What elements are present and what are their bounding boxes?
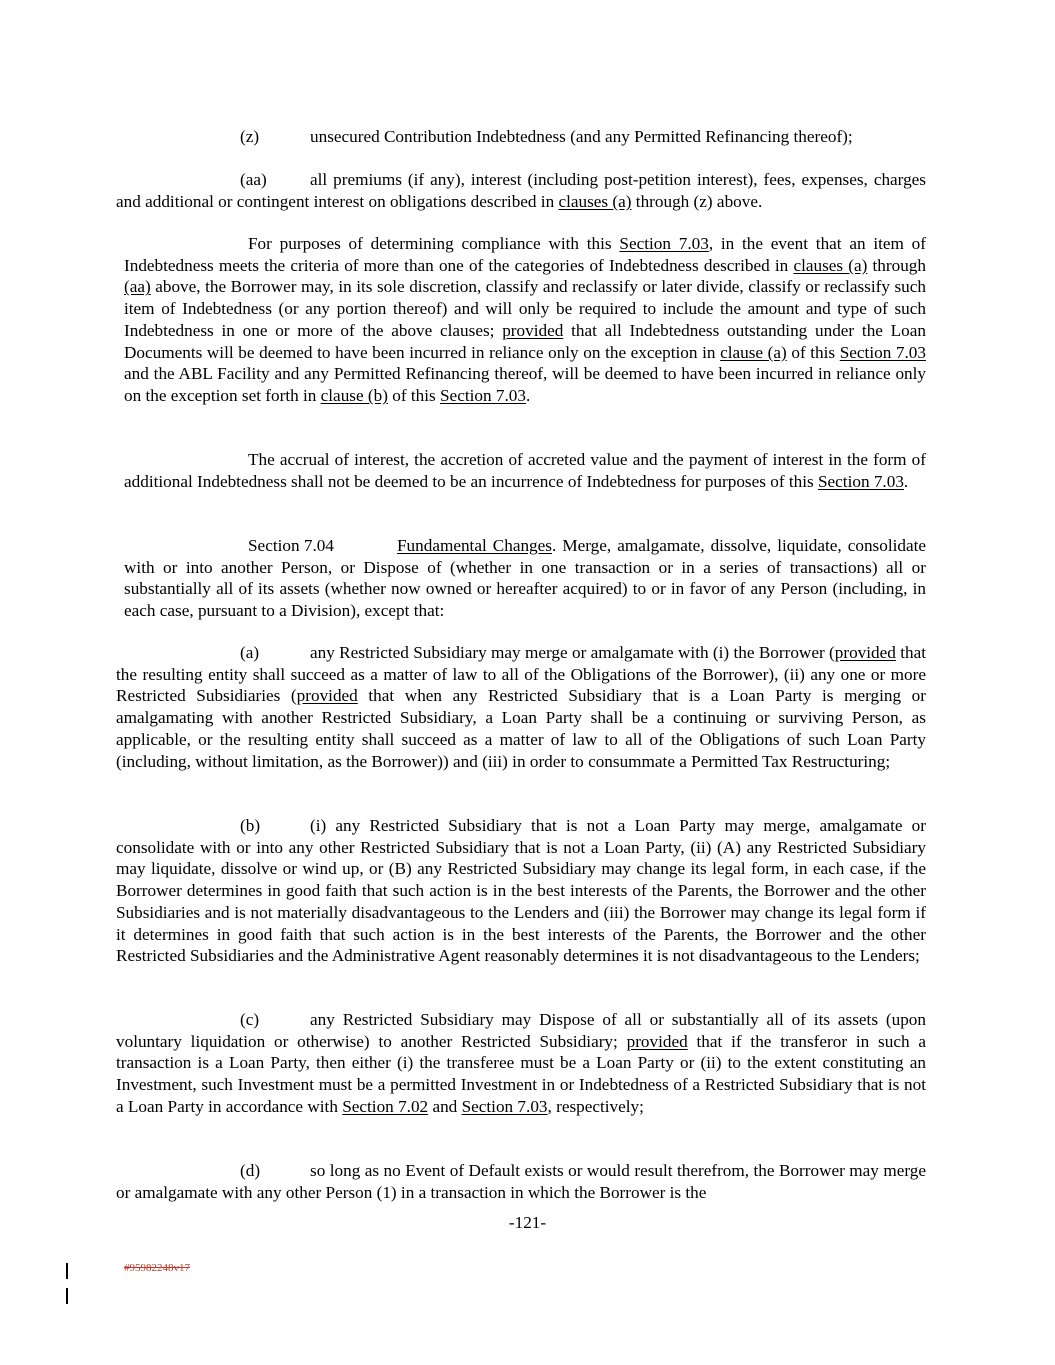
section-heading: Fundamental Changes — [397, 536, 552, 555]
paragraph-text: of this — [786, 342, 840, 362]
paragraph-text: For purposes of determining compliance with this — [248, 234, 620, 253]
provided-term: provided — [296, 686, 358, 706]
clause-label: (a) — [240, 643, 260, 662]
clause-label: (aa) — [240, 170, 267, 189]
cross-reference: clauses (a) — [558, 191, 632, 211]
clause-c — [116, 1009, 926, 1118]
clause-text: any Restricted Subsidiary may merge or amalgamate with (i) the Borrower ( — [310, 643, 835, 662]
clause-text: (i) any Restricted Subsidiary that is not a Loan Party may merge, amalgamate or consolidate with or into any other Restricted Subsidiary that is not a Loan Party, (ii) (A) any Restricted Subsidiary may liquidate, dissolve or wind up, or (B) any Restricted Subsidiary may change its legal form, in each case, if the Borrower determines in good faith that such action is in the best interests of the Parents, the Borrower and the other Subsidiaries and is not materially disadvantageous to the Lenders and (iii) the Borrower may change its legal form if it determines in good faith that such action is in the best interests of the Parents, the Borrower and the other Restricted Subsidiaries and the Administrative Agent reasonably determines it is not disadvantageous to the Lenders; — [116, 816, 926, 966]
provided-term: provided — [626, 1031, 688, 1051]
clause-text: , respectively; — [547, 1096, 644, 1116]
clause-text: and — [428, 1096, 462, 1116]
cross-reference: Section 7.02 — [342, 1096, 429, 1116]
clause-text: all premiums (if any), interest (including post-petition interest), fees, expenses, charges and additional or contingent interest on obligations described in — [116, 170, 926, 211]
clause-label: (z) — [240, 127, 260, 146]
clause-text: that the resulting entity shall succeed as a matter of law to all of the Obligations of the Borrower), (ii) any one or more Restricted Subsidiaries ( — [116, 643, 926, 706]
change-bar — [66, 1263, 68, 1279]
document-id: #95982248v17 — [124, 1262, 190, 1274]
cross-reference: Section 7.03 — [619, 234, 709, 253]
cross-reference: clauses (a) — [793, 255, 868, 275]
paragraph-text: that all Indebtedness outstanding under the Loan Documents will be deemed to have been incurred in reliance only on the exception in — [124, 320, 926, 362]
paragraph-text: and the ABL Facility and any Permitted Refinancing thereof, will be deemed to have been incurred in reliance only on the exception set forth in — [124, 364, 926, 405]
cross-reference: (aa) — [124, 277, 151, 297]
clause-b — [116, 815, 926, 967]
clause-text: that when any Restricted Subsidiary that is a Loan Party is merging or amalgamating with another Restricted Subsidiary, a Loan Party shall be a continuing or surviving Person, as applicable, or the resulting entity shall succeed as a matter of law to all of the Obligations of such Loan Party (including, without limitation, as the Borrower)) and (iii) in order to consummate a Permitted Tax Restructuring; — [116, 686, 927, 771]
cross-reference: Section 7.03 — [461, 1096, 548, 1116]
paragraph-text: through — [867, 255, 926, 275]
provided-term: provided — [502, 320, 564, 340]
page-number: -121- — [508, 1213, 547, 1232]
paragraph-classification — [124, 233, 926, 407]
clause-text: through (z) above. — [631, 191, 763, 211]
paragraph-text: . — [525, 385, 531, 405]
section-7-04 — [124, 535, 926, 622]
clause-a — [116, 642, 926, 772]
clause-label: (c) — [240, 1010, 260, 1029]
cross-reference: Section 7.03 — [440, 385, 526, 405]
paragraph-text: . — [903, 471, 909, 491]
paragraph-text: The accrual of interest, the accretion of accreted value and the payment of interest in the form of additional Indebtedness shall not be deemed to be an incurrence of Indebtedness for purposes of this — [124, 450, 926, 491]
clause-text: that if the transferor in such a transaction is a Loan Party, then either (i) the transferee must be a Loan Party or (ii) to the extent constituting an Investment, such Investment must be a permitted Investment in or Indebtedness of a Restricted Subsidiary that is not a Loan Party in accordance with — [116, 1031, 926, 1116]
clause-z — [116, 126, 926, 148]
paragraph-text: of this — [387, 385, 440, 405]
clause-aa — [116, 169, 926, 212]
section-number: Section 7.04 — [248, 536, 334, 555]
clause-text: unsecured Contribution Indebtedness (and any Permitted Refinancing thereof); — [310, 127, 853, 146]
cross-reference: Section 7.03 — [839, 342, 926, 362]
clause-label: (d) — [240, 1161, 261, 1180]
cross-reference: clause (a) — [720, 342, 787, 362]
clause-label: (b) — [240, 816, 261, 835]
paragraph-text: above, the Borrower may, in its sole discretion, classify and reclassify or later divide, classify or reclassify such item of Indebtedness (or any portion thereof) and will only be required to include the amount and type of such Indebtedness in one or more of the above clauses; — [124, 277, 926, 340]
clause-text: so long as no Event of Default exists or would result therefrom, the Borrower may merge or amalgamate with any other Person (1) in a transaction in which the Borrower is the — [116, 1161, 926, 1202]
section-text: . Merge, amalgamate, dissolve, liquidate, consolidate with or into another Person, or Dispose of (whether in one transaction or in a series of transactions) all or substantially all of its assets (whether now owned or hereafter acquired) to or in favor of any Person (including, in each case, pursuant to a Division), except that: — [124, 536, 927, 621]
provided-term: provided — [834, 643, 896, 662]
cross-reference: Section 7.03 — [817, 471, 904, 491]
cross-reference: clause (b) — [320, 385, 388, 405]
clause-text: any Restricted Subsidiary may Dispose of all or substantially all of its assets (upon voluntary liquidation or otherwise) to another Restricted Subsidiary; — [116, 1010, 926, 1051]
clause-d — [116, 1160, 926, 1203]
paragraph-accrual — [124, 449, 926, 492]
change-bar — [66, 1288, 68, 1304]
paragraph-text: , in the event that an item of Indebtedness meets the criteria of more than one of the categories of Indebtedness described in — [124, 234, 926, 275]
